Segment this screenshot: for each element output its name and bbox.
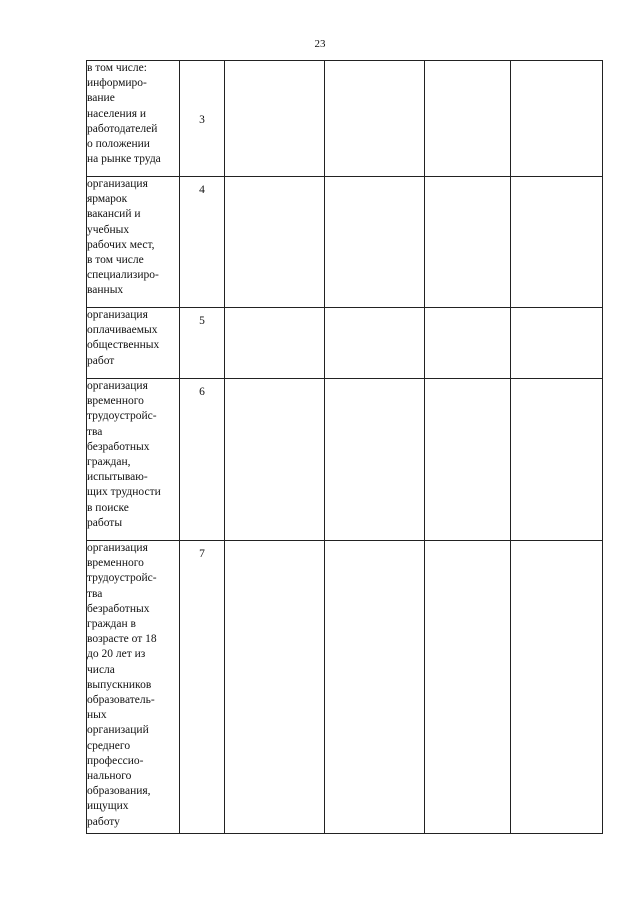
empty-cell bbox=[511, 308, 603, 379]
row-label-line: работу bbox=[87, 815, 120, 828]
table-row bbox=[87, 308, 603, 379]
row-label-line: вание bbox=[87, 92, 115, 105]
row-number-text: 7 bbox=[199, 548, 205, 560]
row-label-line: трудоустройс- bbox=[87, 410, 157, 423]
empty-cell bbox=[225, 61, 325, 177]
empty-cell bbox=[325, 308, 425, 379]
row-label-line: временного bbox=[87, 557, 144, 570]
empty-cell bbox=[511, 541, 603, 834]
empty-cell bbox=[325, 379, 425, 541]
empty-cell bbox=[325, 177, 425, 308]
report-table bbox=[86, 60, 603, 834]
row-label-line: организация bbox=[87, 542, 148, 554]
row-label-line: безработных bbox=[87, 440, 150, 453]
empty-cell bbox=[425, 308, 511, 379]
row-label-line: ных bbox=[87, 709, 107, 722]
row-label-line: щих трудности bbox=[87, 486, 161, 499]
row-label-line: организация bbox=[87, 309, 148, 321]
row-number bbox=[180, 177, 225, 308]
row-number bbox=[180, 541, 225, 834]
row-label-line: числа bbox=[87, 663, 115, 676]
row-number-text: 3 bbox=[199, 114, 205, 126]
empty-cell bbox=[511, 61, 603, 177]
row-label-line: среднего bbox=[87, 739, 131, 752]
row-label-line: работы bbox=[87, 516, 123, 529]
row-label-line: населения и bbox=[87, 107, 147, 120]
row-number bbox=[180, 308, 225, 379]
row-label-line: граждан в bbox=[87, 618, 136, 631]
empty-cell bbox=[511, 379, 603, 541]
row-label-line: тва bbox=[87, 425, 103, 438]
row-label bbox=[87, 177, 180, 308]
empty-cell bbox=[325, 61, 425, 177]
row-number-text: 4 bbox=[199, 184, 205, 196]
row-label-line: оплачиваемых bbox=[87, 324, 158, 337]
row-label-line: ярмарок bbox=[87, 193, 128, 206]
row-label-line: образования, bbox=[87, 785, 151, 798]
row-label-line: общественных bbox=[87, 339, 160, 352]
empty-cell bbox=[225, 177, 325, 308]
row-label-line: специализиро- bbox=[87, 269, 159, 282]
row-label-line: учебных bbox=[87, 223, 130, 236]
row-number-text: 6 bbox=[199, 386, 205, 398]
row-label-line: о положении bbox=[87, 138, 150, 151]
row-label-line: нального bbox=[87, 770, 132, 783]
empty-cell bbox=[425, 61, 511, 177]
empty-cell bbox=[225, 308, 325, 379]
row-label-line: выпускников bbox=[87, 678, 152, 691]
row-label-line: возрасте от 18 bbox=[87, 633, 157, 646]
row-label-line: испытываю- bbox=[87, 471, 148, 484]
row-label-line: ищущих bbox=[87, 800, 129, 813]
row-label bbox=[87, 308, 180, 379]
empty-cell bbox=[325, 541, 425, 834]
row-label-line: до 20 лет из bbox=[87, 648, 146, 661]
row-label-line: в том числе bbox=[87, 254, 144, 267]
empty-cell bbox=[425, 177, 511, 308]
row-number bbox=[180, 379, 225, 541]
empty-cell bbox=[225, 541, 325, 834]
empty-cell bbox=[425, 379, 511, 541]
row-label-line: безработных bbox=[87, 602, 150, 615]
row-label-line: образователь- bbox=[87, 694, 155, 707]
row-label-line: профессио- bbox=[87, 754, 144, 767]
row-label-line: информиро- bbox=[87, 77, 147, 90]
row-label-line: временного bbox=[87, 395, 144, 408]
empty-cell bbox=[225, 379, 325, 541]
row-label bbox=[87, 61, 180, 177]
page-number: 23 bbox=[314, 38, 326, 50]
row-label-line: организаций bbox=[87, 724, 149, 737]
row-label-line: ванных bbox=[87, 284, 124, 297]
row-label-line: рабочих мест, bbox=[87, 238, 155, 251]
row-number-text: 5 bbox=[199, 315, 205, 327]
row-label-line: тва bbox=[87, 587, 103, 600]
row-label-line: на рынке труда bbox=[87, 153, 161, 166]
empty-cell bbox=[511, 177, 603, 308]
row-label-line: работ bbox=[87, 354, 115, 367]
row-label bbox=[87, 379, 180, 541]
table-row bbox=[87, 541, 603, 834]
row-label-line: в том числе: bbox=[87, 62, 147, 74]
row-label-line: вакансий и bbox=[87, 208, 141, 221]
row-label-line: организация bbox=[87, 178, 148, 190]
row-label-line: трудоустройс- bbox=[87, 572, 157, 585]
row-label-line: граждан, bbox=[87, 456, 131, 469]
table-row bbox=[87, 61, 603, 177]
empty-cell bbox=[425, 541, 511, 834]
row-label bbox=[87, 541, 180, 834]
table-row bbox=[87, 379, 603, 541]
row-number bbox=[180, 61, 225, 177]
row-label-line: работодателей bbox=[87, 122, 158, 135]
row-label-line: организация bbox=[87, 380, 148, 392]
table-row bbox=[87, 177, 603, 308]
row-label-line: в поиске bbox=[87, 501, 129, 514]
